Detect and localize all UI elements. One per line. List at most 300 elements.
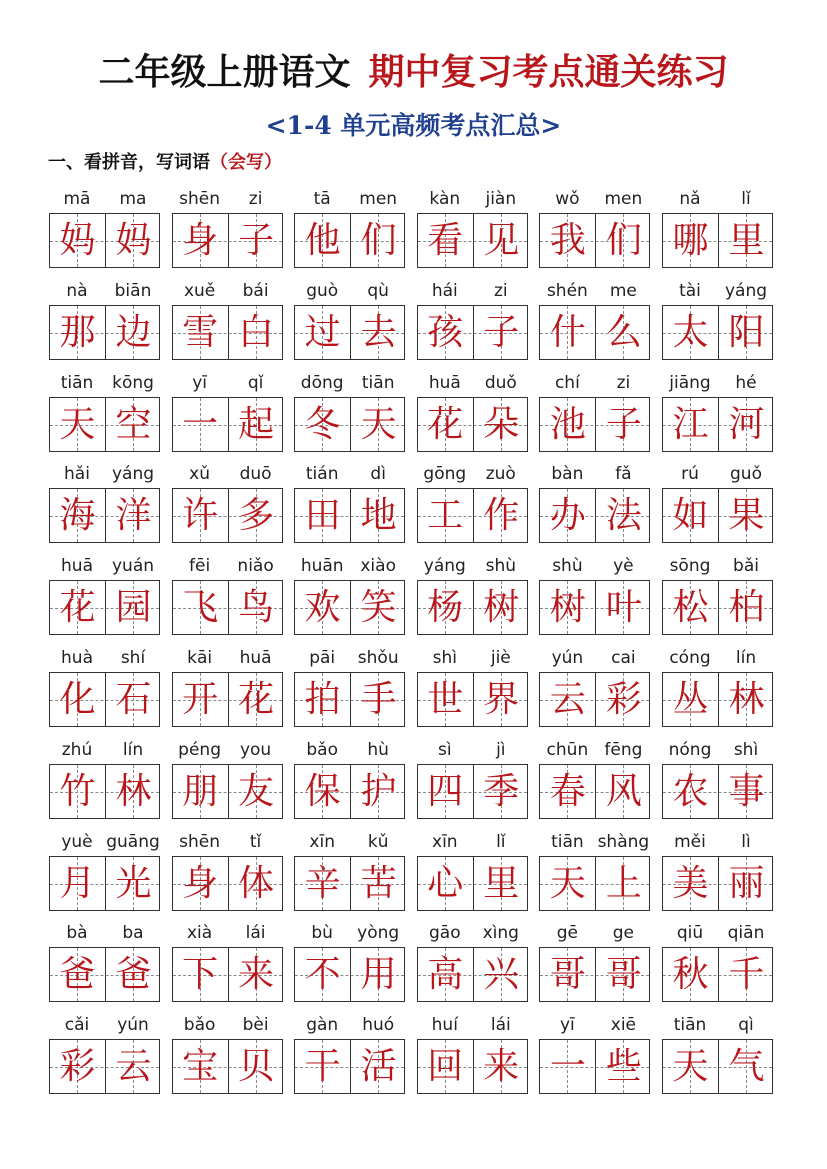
answer-char-1: 月 [59, 862, 96, 904]
pinyin-2: fēng [604, 739, 643, 760]
tianzi-box [417, 488, 528, 543]
answer-char-1: 心 [427, 862, 464, 904]
answer-char-1: 彩 [59, 1046, 96, 1088]
pinyin-2: jì [496, 739, 506, 760]
word-item [172, 463, 284, 547]
answer-char-2: 云 [115, 1046, 152, 1088]
tianzi-box [172, 305, 283, 360]
tianzi-box [662, 672, 773, 727]
answer-char-2: 手 [360, 679, 397, 720]
tianzi-box [662, 764, 773, 819]
pinyin-2: kǔ [367, 831, 389, 852]
pinyin-1: nà [66, 280, 88, 301]
answer-char-2: 事 [728, 770, 765, 812]
word-item [172, 372, 284, 456]
answer-char-2: 林 [728, 679, 765, 720]
pinyin-2: men [604, 189, 643, 209]
answer-char-1: 身 [182, 220, 219, 261]
answer-char-2: 苦 [360, 862, 397, 904]
word-item [417, 647, 529, 731]
tianzi-box [49, 580, 160, 635]
tianzi-box [662, 213, 773, 268]
word-item [172, 280, 284, 364]
word-item [172, 831, 284, 915]
word-item [662, 922, 774, 1006]
answer-char-1: 海 [59, 495, 96, 537]
answer-char-1: 妈 [59, 220, 96, 261]
answer-char-1: 他 [304, 220, 341, 261]
answer-char-2: 多 [238, 495, 275, 537]
answer-char-2: 作 [483, 495, 520, 537]
word-item [662, 739, 774, 823]
pinyin-2: qì [738, 1015, 754, 1036]
tianzi-box [417, 672, 528, 727]
pinyin-1: bù [311, 923, 333, 944]
tianzi-box [539, 213, 650, 268]
pinyin-1: yī [559, 1015, 575, 1036]
word-item [294, 647, 406, 731]
answer-char-2: 河 [728, 403, 765, 445]
title-sub: 期中复习考点通关练习 [368, 51, 729, 93]
answer-char-2: 去 [360, 311, 397, 353]
pinyin-2: lái [490, 1015, 511, 1036]
pinyin-1: huān [300, 556, 344, 577]
tianzi-box [539, 1039, 650, 1094]
answer-char-1: 世 [427, 679, 464, 720]
pinyin-2: niǎo [237, 556, 274, 577]
tianzi-box [294, 672, 405, 727]
word-item [294, 1014, 406, 1098]
pinyin-2: fǎ [615, 464, 632, 485]
tianzi-box [417, 1039, 528, 1094]
pinyin-1: tián [305, 464, 339, 485]
pinyin-2: shàng [597, 831, 650, 852]
answer-char-2: 见 [483, 220, 520, 261]
word-item [539, 1014, 651, 1098]
tianzi-box [49, 947, 160, 1002]
pinyin-2: yáng [724, 280, 768, 301]
answer-char-2: 们 [360, 220, 397, 261]
tianzi-box [49, 1039, 160, 1094]
pinyin-1: xǔ [189, 464, 211, 485]
pinyin-2: lái [245, 923, 266, 944]
word-item [294, 463, 406, 547]
answer-char-1: 身 [182, 862, 219, 904]
answer-char-2: 柏 [728, 587, 765, 629]
answer-char-2: 来 [483, 1046, 520, 1088]
answer-char-1: 田 [304, 495, 341, 537]
pinyin-1: huā [61, 556, 93, 577]
pinyin-1: nǎ [679, 189, 701, 209]
answer-char-1: 花 [427, 403, 464, 445]
pinyin-2: ge [612, 923, 635, 944]
tianzi-box [539, 764, 650, 819]
tianzi-box [294, 764, 405, 819]
pinyin-2: zi [248, 189, 263, 209]
pinyin-1: sōng [669, 556, 711, 577]
pinyin-1: yún [551, 648, 584, 668]
tianzi-box [294, 488, 405, 543]
answer-char-1: 看 [427, 220, 464, 261]
answer-char-1: 许 [182, 495, 219, 537]
tianzi-box [662, 947, 773, 1002]
tianzi-box [294, 397, 405, 452]
pinyin-2: qiān [727, 923, 765, 944]
pinyin-2: jiàn [485, 189, 517, 209]
answer-char-1: 春 [549, 770, 586, 812]
pinyin-2: xiē [610, 1015, 637, 1036]
answer-char-1: 宝 [182, 1046, 219, 1088]
pinyin-1: pāi [309, 648, 336, 668]
word-item [539, 555, 651, 639]
pinyin-2: lín [122, 739, 144, 760]
pinyin-1: dōng [300, 372, 344, 393]
pinyin-1: cóng [669, 648, 711, 668]
section-title: 一、看拼音，写词语 [48, 152, 210, 173]
answer-char-2: 来 [238, 954, 275, 996]
pinyin-1: kāi [187, 648, 213, 668]
word-item [49, 922, 161, 1006]
tianzi-box [662, 1039, 773, 1094]
pinyin-1: měi [674, 831, 706, 852]
answer-char-2: 鸟 [238, 587, 275, 629]
word-item [662, 372, 774, 456]
pinyin-2: yáng [111, 464, 155, 485]
pinyin-2: tǐ [249, 831, 262, 852]
tianzi-box [172, 397, 283, 452]
answer-char-1: 云 [549, 679, 586, 720]
answer-char-2: 妈 [115, 220, 152, 261]
word-item [49, 831, 161, 915]
answer-char-2: 里 [483, 862, 520, 904]
answer-char-2: 叶 [605, 587, 642, 629]
tianzi-box [49, 488, 160, 543]
word-item [539, 280, 651, 364]
answer-char-1: 干 [304, 1046, 341, 1088]
tianzi-box [417, 856, 528, 911]
pinyin-1: gōng [423, 464, 467, 485]
pinyin-1: gāo [428, 923, 461, 944]
answer-char-2: 法 [605, 495, 642, 537]
answer-char-2: 季 [483, 770, 520, 812]
pinyin-1: shēn [179, 189, 221, 209]
pinyin-2: me [609, 280, 637, 301]
tianzi-box [294, 580, 405, 635]
tianzi-box [539, 580, 650, 635]
word-item [172, 188, 284, 272]
pinyin-2: bèi [242, 1015, 269, 1036]
answer-char-2: 空 [115, 403, 152, 445]
answer-char-1: 树 [549, 587, 586, 629]
word-item [539, 922, 651, 1006]
answer-char-2: 阳 [728, 311, 765, 353]
tianzi-box [172, 1039, 283, 1094]
tianzi-box [417, 213, 528, 268]
answer-char-2: 树 [483, 587, 520, 629]
answer-char-2: 爸 [115, 954, 152, 996]
pinyin-1: kàn [429, 189, 461, 209]
tianzi-box [172, 580, 283, 635]
pinyin-1: zhú [61, 739, 93, 760]
answer-char-2: 朵 [483, 403, 520, 445]
pinyin-2: men [359, 189, 398, 209]
answer-char-2: 果 [728, 495, 765, 537]
pinyin-2: zuò [485, 464, 516, 485]
answer-char-2: 子 [483, 311, 520, 353]
pinyin-1: qiū [676, 923, 704, 944]
answer-char-1: 拍 [304, 679, 341, 720]
answer-char-1: 爸 [59, 954, 96, 996]
pinyin-1: bàn [551, 464, 584, 485]
word-item [417, 922, 529, 1006]
pinyin-1: tiān [60, 372, 94, 393]
pinyin-2: shì [733, 739, 759, 760]
answer-char-2: 上 [605, 862, 642, 904]
pinyin-1: bǎo [306, 739, 338, 760]
pinyin-1: tā [313, 189, 331, 209]
word-item [172, 555, 284, 639]
answer-char-1: 一 [182, 403, 219, 445]
tianzi-box [417, 305, 528, 360]
pinyin-1: xīn [309, 831, 335, 852]
tianzi-box [662, 856, 773, 911]
pinyin-1: chūn [546, 739, 589, 760]
tianzi-box [294, 947, 405, 1002]
answer-char-1: 下 [182, 954, 219, 996]
word-item [417, 280, 529, 364]
pinyin-1: xīn [432, 831, 458, 852]
tianzi-box [49, 213, 160, 268]
pinyin-1: bà [66, 923, 88, 944]
answer-char-1: 农 [672, 770, 709, 812]
word-item [539, 739, 651, 823]
pinyin-1: hái [431, 280, 458, 301]
answer-char-1: 天 [672, 1046, 709, 1088]
pinyin-2: you [239, 739, 272, 760]
answer-char-1: 什 [549, 311, 586, 353]
pinyin-1: yáng [423, 556, 466, 577]
answer-char-2: 园 [115, 587, 152, 629]
word-item [49, 739, 161, 823]
answer-char-2: 洋 [115, 495, 152, 537]
pinyin-2: ma [119, 189, 147, 209]
answer-char-1: 花 [59, 587, 96, 629]
answer-char-2: 地 [360, 495, 397, 537]
answer-char-2: 里 [728, 220, 765, 261]
word-item [417, 372, 529, 456]
pinyin-2: xìng [482, 923, 519, 944]
pinyin-2: shù [485, 556, 516, 577]
answer-char-2: 彩 [605, 679, 642, 720]
pinyin-2: yòng [357, 923, 400, 944]
pinyin-2: ba [122, 923, 144, 944]
tianzi-box [539, 397, 650, 452]
word-item [49, 372, 161, 456]
answer-char-2: 友 [238, 770, 275, 812]
pinyin-1: gàn [306, 1015, 339, 1036]
answer-char-1: 飞 [182, 587, 219, 629]
answer-char-1: 美 [672, 862, 709, 904]
word-item [49, 555, 161, 639]
tianzi-box [539, 305, 650, 360]
tianzi-box [662, 397, 773, 452]
word-item [294, 739, 406, 823]
answer-char-2: 白 [238, 311, 275, 353]
answer-char-1: 工 [427, 495, 464, 537]
answer-char-2: 用 [360, 954, 397, 996]
pinyin-1: jiāng [669, 372, 711, 393]
answer-char-1: 如 [672, 495, 709, 537]
word-item [172, 739, 284, 823]
tianzi-box [172, 947, 283, 1002]
pinyin-2: qǐ [247, 372, 264, 393]
tianzi-box [539, 947, 650, 1002]
pinyin-1: yuè [61, 831, 93, 852]
pinyin-2: bái [242, 280, 269, 301]
answer-char-2: 护 [360, 770, 397, 812]
pinyin-1: gē [556, 923, 579, 944]
pinyin-2: duō [239, 464, 272, 485]
pinyin-1: rú [681, 464, 699, 485]
tianzi-box [662, 488, 773, 543]
word-item [662, 647, 774, 731]
answer-char-2: 丽 [728, 862, 765, 904]
answer-char-2: 子 [605, 403, 642, 445]
answer-char-1: 哪 [672, 220, 709, 261]
answer-char-1: 过 [304, 311, 341, 353]
answer-char-1: 不 [304, 954, 341, 996]
word-item [662, 831, 774, 915]
page-title [0, 48, 827, 96]
answer-char-2: 兴 [483, 954, 520, 996]
tianzi-box [294, 856, 405, 911]
answer-char-1: 辛 [304, 862, 341, 904]
pinyin-1: huí [431, 1015, 458, 1036]
answer-char-1: 松 [672, 587, 709, 629]
tianzi-box [539, 856, 650, 911]
answer-char-2: 起 [238, 403, 275, 445]
answer-char-2: 些 [605, 1046, 642, 1088]
pinyin-1: yī [192, 372, 207, 393]
tianzi-box [172, 488, 283, 543]
word-item [417, 555, 529, 639]
answer-char-1: 竹 [59, 770, 96, 812]
answer-char-2: 边 [115, 311, 152, 353]
tianzi-box [172, 856, 283, 911]
answer-char-2: 风 [605, 770, 642, 812]
word-item [294, 372, 406, 456]
pinyin-2: kōng [112, 372, 154, 393]
answer-char-2: 体 [238, 862, 275, 904]
word-item [294, 188, 406, 272]
word-item [417, 188, 529, 272]
pinyin-2: lì [741, 831, 751, 852]
word-item [172, 1014, 284, 1098]
word-item [294, 831, 406, 915]
word-item [172, 922, 284, 1006]
answer-char-2: 么 [605, 311, 642, 353]
word-item [294, 922, 406, 1006]
pinyin-1: cǎi [64, 1015, 90, 1036]
pinyin-2: huā [239, 648, 272, 668]
answer-char-1: 孩 [427, 311, 464, 353]
pinyin-2: huó [362, 1015, 395, 1036]
pinyin-1: bǎo [183, 1015, 216, 1036]
answer-char-2: 千 [728, 954, 765, 996]
answer-char-1: 开 [182, 679, 219, 720]
pinyin-2: qù [367, 280, 389, 301]
answer-char-1: 太 [672, 311, 709, 353]
pinyin-2: yè [613, 556, 634, 577]
word-item [539, 647, 651, 731]
pinyin-2: dì [370, 464, 386, 485]
pinyin-1: tài [679, 280, 701, 301]
tianzi-box [49, 672, 160, 727]
pinyin-2: xiào [360, 556, 396, 577]
word-item [49, 1014, 161, 1098]
tianzi-box [294, 305, 405, 360]
answer-char-1: 丛 [672, 679, 709, 720]
pinyin-1: shù [552, 556, 583, 577]
answer-char-2: 哥 [605, 954, 642, 996]
word-item [172, 647, 284, 731]
tianzi-box [49, 764, 160, 819]
tianzi-box [417, 397, 528, 452]
pinyin-2: yuán [111, 556, 155, 577]
word-item [539, 188, 651, 272]
answer-char-1: 秋 [672, 954, 709, 996]
answer-char-2: 界 [483, 679, 520, 720]
answer-char-1: 高 [427, 954, 464, 996]
pinyin-2: lín [735, 648, 757, 668]
pinyin-1: guò [306, 280, 339, 301]
tianzi-box [172, 213, 283, 268]
pinyin-2: cai [611, 648, 636, 668]
page-subtitle: <1-4 单元高频考点汇总> [265, 111, 562, 140]
word-item [662, 1014, 774, 1098]
pinyin-1: huà [61, 648, 93, 668]
word-item [417, 1014, 529, 1098]
answer-char-1: 办 [549, 495, 586, 537]
tianzi-box [539, 488, 650, 543]
word-item [417, 739, 529, 823]
tianzi-box [49, 856, 160, 911]
pinyin-1: xuě [183, 280, 216, 301]
tianzi-box [172, 764, 283, 819]
pinyin-2: guǒ [730, 464, 762, 485]
tianzi-box [49, 397, 160, 452]
tianzi-box [417, 947, 528, 1002]
word-item [294, 555, 406, 639]
word-item [49, 188, 161, 272]
pinyin-1: nóng [668, 739, 712, 760]
answer-char-1: 池 [549, 403, 586, 445]
section-note: （会写） [210, 152, 282, 173]
pinyin-1: chí [554, 372, 580, 393]
pinyin-2: guāng [106, 831, 160, 852]
answer-char-2: 气 [728, 1046, 765, 1088]
pinyin-1: tiān [551, 831, 584, 852]
word-item [662, 555, 774, 639]
answer-char-1: 化 [59, 679, 96, 720]
pinyin-1: huā [428, 372, 461, 393]
tianzi-box [539, 672, 650, 727]
pinyin-1: wǒ [555, 189, 580, 209]
tianzi-box [417, 764, 528, 819]
answer-char-2: 花 [238, 679, 275, 720]
pinyin-1: fēi [189, 556, 211, 577]
pinyin-2: zi [493, 280, 508, 301]
